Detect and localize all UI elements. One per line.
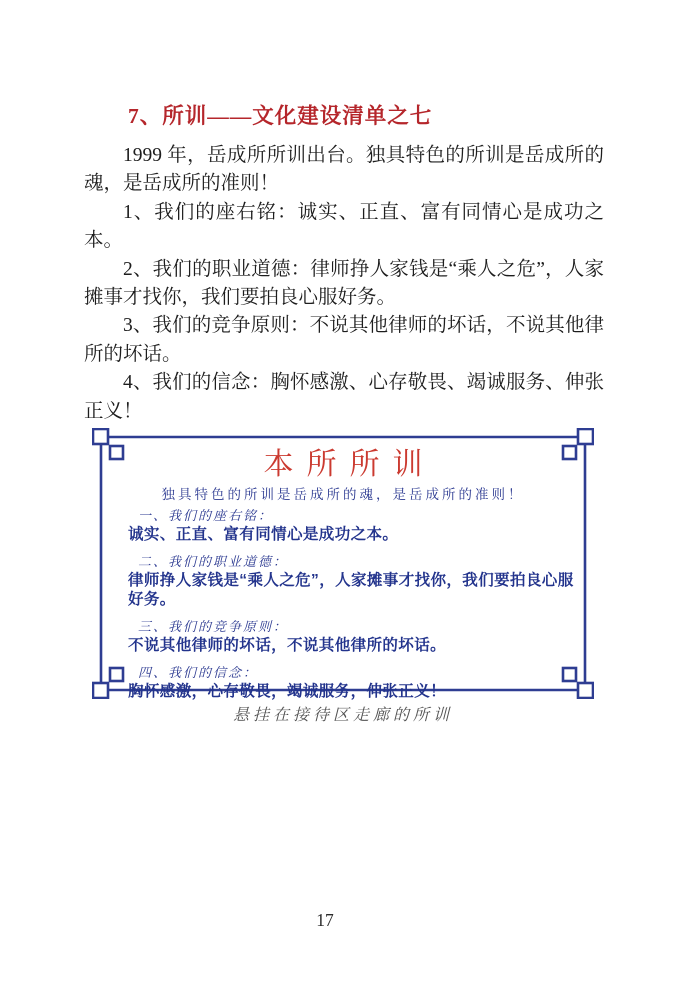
plaque-subtitle: 独具特色的所训是岳成所的魂，是岳成所的准则！ (161, 487, 525, 502)
motto-plaque-figure (101, 437, 585, 700)
plaque-title: 本所所训 (263, 448, 436, 481)
section-heading: 7、所训——文化建设清单之七 (128, 104, 433, 128)
plaque-item-text: 律师挣人家钱是“乘人之危”，人家摊事才找你，我们要拍良心服好务。 (128, 572, 574, 608)
plaque-item-label: 四、我们的信念： (138, 665, 259, 680)
plaque-item-label: 二、我们的职业道德： (138, 554, 289, 569)
plaque-item (101, 665, 585, 701)
plaque-item (101, 554, 585, 609)
plaque-item (101, 619, 585, 655)
plaque-item-label: 一、我们的座右铭： (138, 508, 274, 523)
plaque-item (101, 508, 585, 544)
plaque-item-text: 不说其他律师的坏话，不说其他律所的坏话。 (128, 637, 447, 654)
body-paragraph: 3、我们的竞争原则：不说其他律师的坏话，不说其他律所的坏话。 (84, 315, 604, 365)
body-paragraph: 2、我们的职业道德：律师挣人家钱是“乘人之危”，人家摊事才找你，我们要拍良心服好务。 (84, 258, 604, 309)
body-paragraph: 1、我们的座右铭：诚实、正直、富有同情心是成功之本。 (84, 201, 604, 252)
plaque-item-label: 三、我们的竞争原则： (138, 619, 289, 634)
plaque-item-text: 诚实、正直、富有同情心是成功之本。 (128, 526, 399, 543)
plaque-content (101, 446, 585, 699)
body-paragraph: 4、我们的信念：胸怀感激、心存敬畏、竭诚服务、伸张正义！ (84, 372, 604, 422)
body-paragraph: 1999 年，岳成所所训出台。独具特色的所训是岳成所的魂，是岳成所的准则！ (84, 145, 604, 195)
page-number: 17 (316, 910, 334, 930)
body-text-block (84, 142, 604, 426)
figure-caption: 悬挂在接待区走廊的所训 (232, 707, 453, 724)
plaque-item-text: 胸怀感激，心存敬畏，竭诚服务，伸张正义！ (128, 683, 447, 700)
